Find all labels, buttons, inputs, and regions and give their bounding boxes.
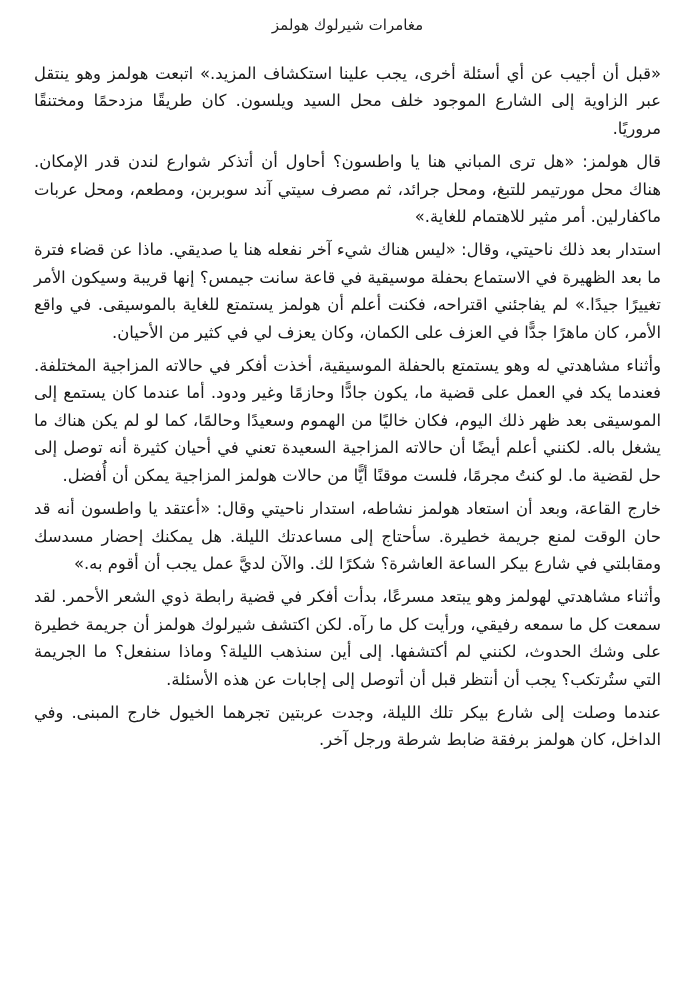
paragraph: «قبل أن أجيب عن أي أسئلة أخرى، يجب علينا استكشاف المزيد.» اتبعت هولمز وهو ينتقل عبر الزاوية إلى الشارع الموجود خلف محل السيد ويلسون. كان طريقًا مزدحمًا ومختنقًا مروريًا.: [34, 64, 661, 138]
body-text: [34, 60, 661, 754]
paragraph: قال هولمز: «هل ترى المباني هنا يا واطسون؟ أحاول أن أتذكر شوارع لندن قدر الإمكان. هناك محل مورتيمر للتبغ، ومحل جرائد، ثم مصرف سيتي آند سوبربن، ومطعم، ومحل عربات ماكفارلين. أمر مثير للاهتمام للغاية.»: [34, 152, 661, 227]
paragraph: وأثناء مشاهدتي لهولمز وهو يبتعد مسرعًا، بدأت أفكر في قضية رابطة ذوي الشعر الأحمر. لقد سمعت كل ما سمعه رفيقي، ورأيت كل ما رآه. لكن اكتشف شيرلوك هولمز أن جريمة خطيرة على وشك الحدوث، لكنني لم أكتشفها. إلى أين سنذهب الليلة؟ وماذا سنفعل؟ ما الجريمة التي ستُرتكب؟ يجب أن أنتظر قبل أن أتوصل إلى إجابات عن هذه الأسئلة.: [34, 587, 661, 689]
paragraph: خارج القاعة، وبعد أن استعاد هولمز نشاطه، استدار ناحيتي وقال: «أعتقد يا واطسون أنه قد حان الوقت لمنع جريمة خطيرة. سأحتاج إلى مساعدتك الليلة. هل يمكنك إحضار مسدسك ومقابلتي في شارع بيكر الساعة العاشرة؟ شكرًا لك. والآن لديَّ عمل يجب أن أقوم به.»: [34, 499, 661, 573]
running-header: مغامرات شيرلوك هولمز: [271, 16, 424, 34]
paragraph: عندما وصلت إلى شارع بيكر تلك الليلة، وجدت عربتين تجرهما الخيول خارج المبنى. وفي الداخل، كان هولمز برفقة ضابط شرطة ورجل آخر.: [34, 702, 661, 750]
paragraph: استدار بعد ذلك ناحيتي، وقال: «ليس هناك شيء آخر نفعله هنا يا صديقي. ماذا عن قضاء فترة ما بعد الظهيرة في الاستماع بحفلة موسيقية في قاعة سانت جيمس؟ إنها قريبة وسيكون الأمر تغييرًا جيدًا.» لم يفاجئني اقتراحه، فكنت أعلم أن هولمز يستمتع للغاية بالموسيقى. في واقع الأمر، كان ماهرًا جدًّا في العزف على الكمان، وكان يعزف لي في كثير من الأحيان.: [34, 240, 661, 342]
paragraph: وأثناء مشاهدتي له وهو يستمتع بالحفلة الموسيقية، أخذت أفكر في حالاته المزاجية المختلفة. فعندما يكد في العمل على قضية ما، يكون جادًّا وحازمًا وغير ودود. أما عندما كان يستمع إلى الموسيقى بعد ظهر ذلك اليوم، فكان خاليًا من الهموم وسعيدًا وحالمًا، كما لو لم يكن هناك ما يشغل باله. لكنني أعلم أيضًا أن حالاته المزاجية السعيدة تعني في أحيان كثيرة أنه توصل إلى حل لقضية ما. لو كنتُ مجرمًا، فلست موقنًا أيًّا من حالات هولمز المزاجية يمكن أن أُفضل.: [34, 356, 661, 485]
